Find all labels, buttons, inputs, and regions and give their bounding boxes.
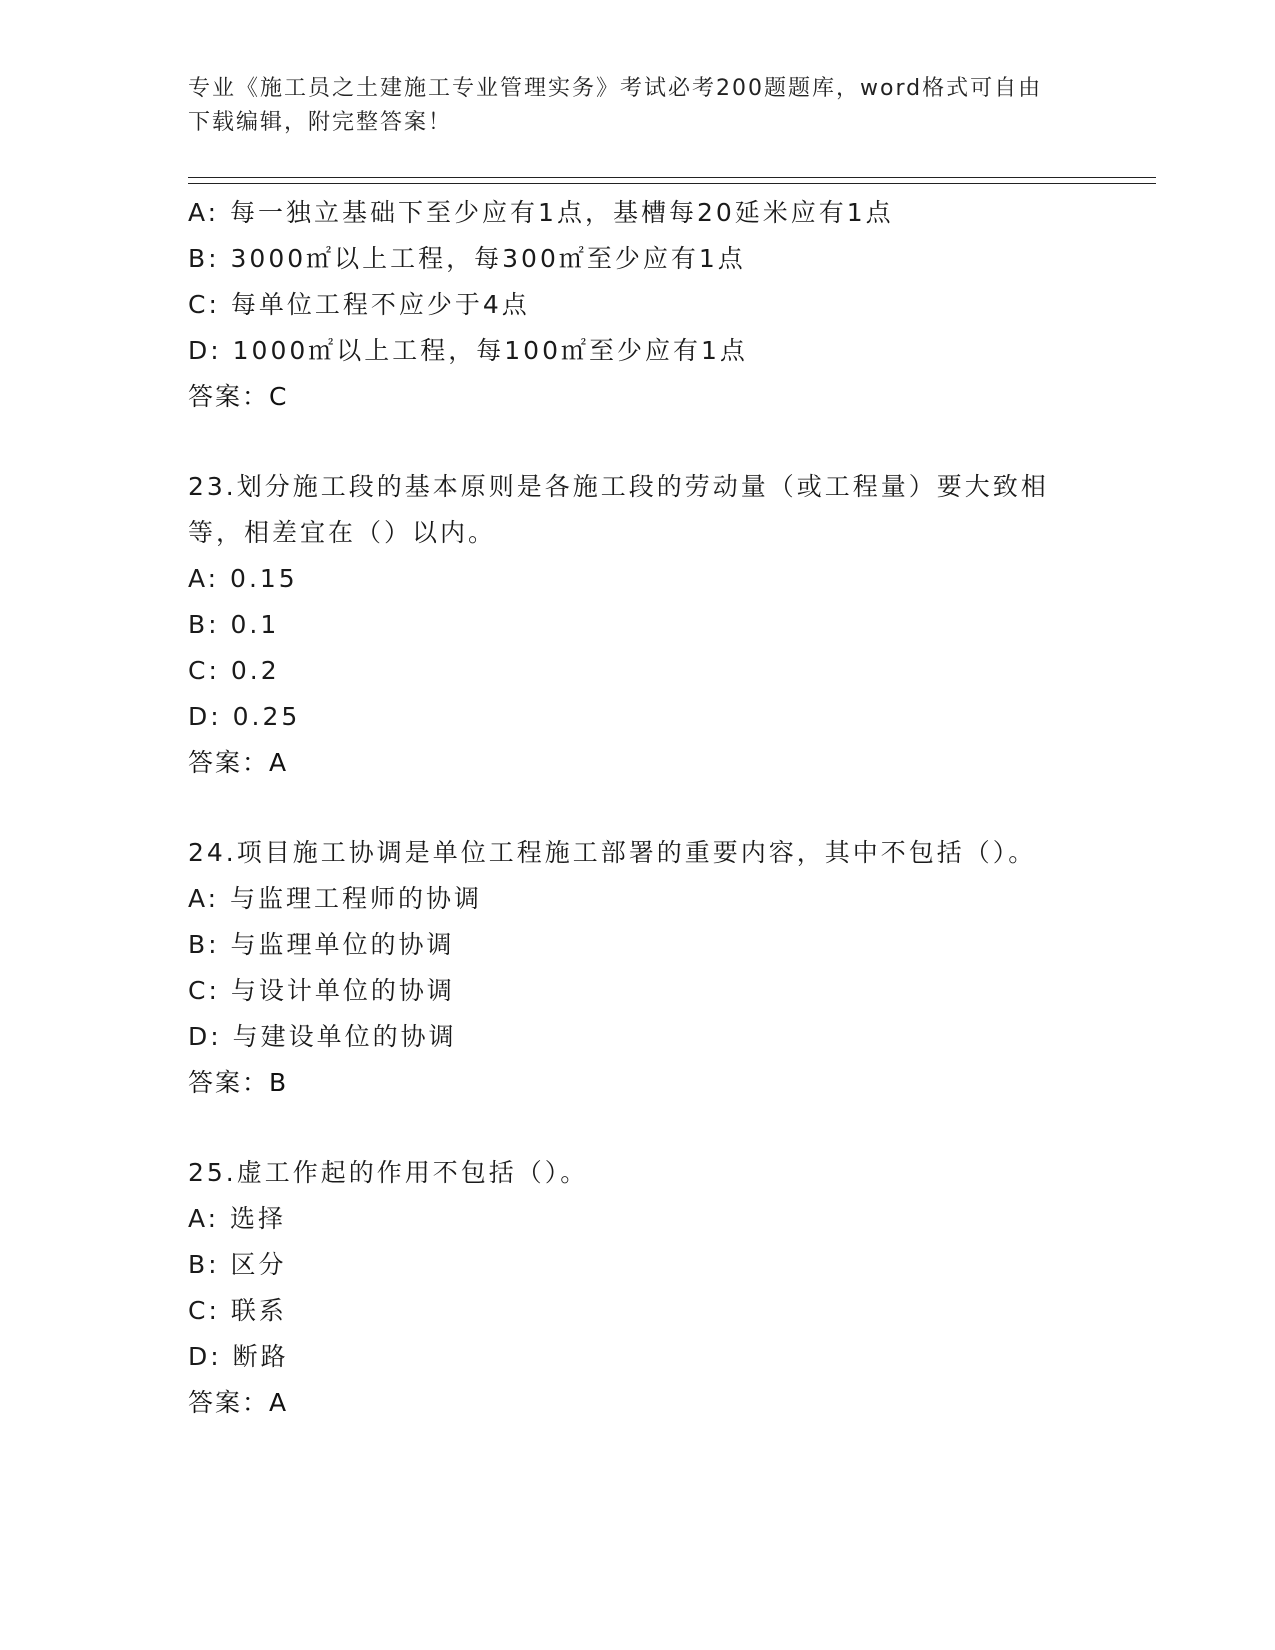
option-d bbox=[188, 1014, 1148, 1060]
answer-line bbox=[188, 1060, 1148, 1106]
answer-value: B bbox=[269, 1068, 289, 1097]
answer-line bbox=[188, 740, 1148, 786]
header-title-line-2: 下载编辑，附完整答案！ bbox=[188, 110, 453, 135]
option-label: D: bbox=[188, 1342, 222, 1371]
option-label: B: bbox=[188, 930, 220, 959]
question-24 bbox=[188, 830, 1148, 1106]
option-text: 0.15 bbox=[230, 564, 298, 593]
option-c bbox=[188, 282, 1148, 328]
question-stem-line-1: 25.虚工作起的作用不包括（）。 bbox=[188, 1158, 589, 1187]
option-label: B: bbox=[188, 610, 220, 639]
option-c bbox=[188, 648, 1148, 694]
question-25 bbox=[188, 1150, 1148, 1426]
header-title-line-1: 专业《施工员之土建施工专业管理实务》考试必考200题题库，word格式可自由 bbox=[188, 76, 1043, 101]
option-text: 选择 bbox=[230, 1204, 287, 1233]
option-b bbox=[188, 602, 1148, 648]
option-c bbox=[188, 968, 1148, 1014]
answer-value: A bbox=[269, 748, 289, 777]
option-text: 0.1 bbox=[230, 610, 280, 639]
option-text: 0.2 bbox=[230, 656, 280, 685]
question-stem-line-1: 23.划分施工段的基本原则是各施工段的劳动量（或工程量）要大致相 bbox=[188, 472, 1049, 501]
option-label: D: bbox=[188, 1022, 222, 1051]
question-stem bbox=[188, 830, 1088, 876]
option-text: 区分 bbox=[230, 1250, 287, 1279]
option-a bbox=[188, 1196, 1148, 1242]
header-rule-top bbox=[188, 177, 1156, 178]
header-rule-bottom bbox=[188, 183, 1156, 184]
answer-label: 答案： bbox=[188, 382, 270, 411]
option-text: 与监理工程师的协调 bbox=[230, 884, 483, 913]
answer-label: 答案： bbox=[188, 748, 270, 777]
question-stem bbox=[188, 464, 1088, 556]
option-b bbox=[188, 922, 1148, 968]
option-text: 联系 bbox=[230, 1296, 287, 1325]
question-stem-line-2: 等，相差宜在（）以内。 bbox=[188, 518, 497, 547]
option-label: A: bbox=[188, 564, 220, 593]
option-d bbox=[188, 328, 1148, 374]
option-text: 与建设单位的协调 bbox=[232, 1022, 457, 1051]
question-22-continued bbox=[188, 190, 1148, 420]
option-c bbox=[188, 1288, 1148, 1334]
option-b bbox=[188, 1242, 1148, 1288]
option-d bbox=[188, 1334, 1148, 1380]
option-label: C: bbox=[188, 290, 220, 319]
option-b bbox=[188, 236, 1148, 282]
option-label: D: bbox=[188, 702, 222, 731]
option-label: B: bbox=[188, 244, 220, 273]
option-label: C: bbox=[188, 656, 220, 685]
option-label: C: bbox=[188, 1296, 220, 1325]
option-text: 与设计单位的协调 bbox=[230, 976, 455, 1005]
option-a bbox=[188, 190, 1148, 236]
option-text: 0.25 bbox=[232, 702, 301, 731]
option-label: A: bbox=[188, 884, 220, 913]
answer-value: C bbox=[269, 382, 289, 411]
question-23 bbox=[188, 464, 1148, 786]
option-a bbox=[188, 876, 1148, 922]
answer-line bbox=[188, 1380, 1148, 1426]
answer-label: 答案： bbox=[188, 1388, 270, 1417]
answer-line bbox=[188, 374, 1148, 420]
option-a bbox=[188, 556, 1148, 602]
option-text: 每单位工程不应少于4点 bbox=[230, 290, 530, 319]
option-text: 1000㎡以上工程，每100㎡至少应有1点 bbox=[232, 336, 748, 365]
option-d bbox=[188, 694, 1148, 740]
question-stem-line-1: 24.项目施工协调是单位工程施工部署的重要内容，其中不包括（）。 bbox=[188, 838, 1037, 867]
option-label: B: bbox=[188, 1250, 220, 1279]
option-text: 每一独立基础下至少应有1点，基槽每20延米应有1点 bbox=[230, 198, 894, 227]
page-header bbox=[188, 72, 1088, 140]
option-label: C: bbox=[188, 976, 220, 1005]
option-label: A: bbox=[188, 198, 220, 227]
question-stem bbox=[188, 1150, 1088, 1196]
answer-label: 答案： bbox=[188, 1068, 270, 1097]
option-label: A: bbox=[188, 1204, 220, 1233]
option-text: 3000㎡以上工程，每300㎡至少应有1点 bbox=[230, 244, 746, 273]
option-text: 断路 bbox=[232, 1342, 289, 1371]
answer-value: A bbox=[269, 1388, 289, 1417]
option-label: D: bbox=[188, 336, 222, 365]
question-list bbox=[188, 190, 1148, 1426]
option-text: 与监理单位的协调 bbox=[230, 930, 455, 959]
